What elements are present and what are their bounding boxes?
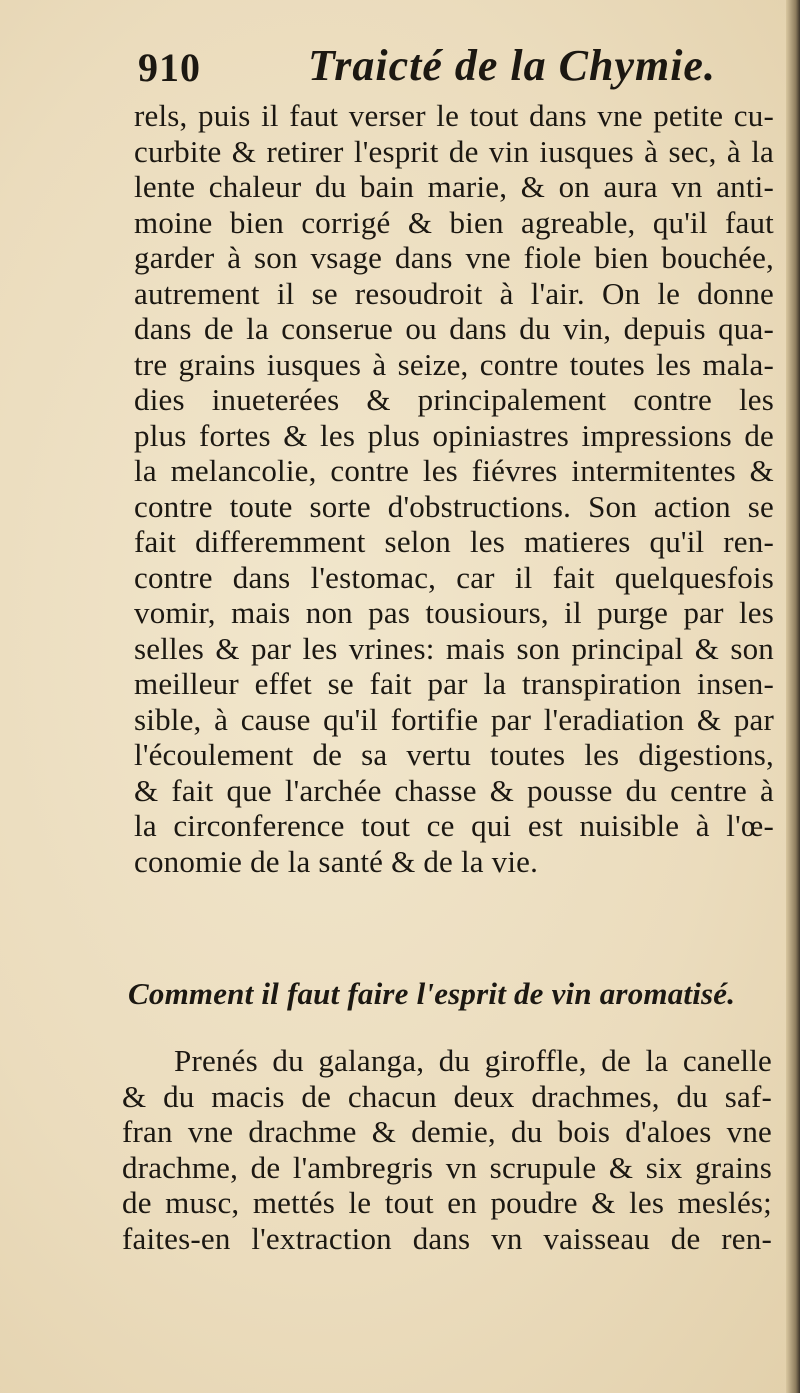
page-number: 910 [138,45,201,90]
text-line: la melancolie, contre les fiévres intermitentes & [134,453,774,488]
text-line: garder à son vsage dans vne fiole bien bouchée, [134,240,774,275]
text-line: tre grains iusques à seize, contre toutes les mala- [134,346,774,382]
text-line: fait differemment selon les matieres qu'il ren- [134,524,774,559]
text-line: meilleur effet se fait par la transpiration insen- [134,666,774,701]
section-heading: Comment il faut faire l'esprit de vin aromatisé. [128,976,736,1011]
paragraph-2 [122,1043,772,1257]
text-line: fran vne drachme & demie, du bois d'aloes vne [122,1114,772,1150]
text-line: faites-en l'extraction dans vn vaisseau de ren- [122,1220,772,1256]
text-line: dans de la conserue ou dans du vin, depuis qua- [134,311,774,346]
text-line: la circonference tout ce qui est nuisible à l'œ- [134,808,774,843]
text-line: selles & par les vrines: mais son principal & son [134,630,774,666]
text-line: plus fortes & les plus opiniastres impressions de [134,417,774,453]
page-header [128,40,788,96]
text-line: lente chaleur du bain marie, & on aura vn anti- [134,169,774,204]
text-line: autrement il se resoudroit à l'air. On le donne [134,275,774,311]
text-line: drachme, de l'ambregris vn scrupule & six grains [122,1149,772,1185]
paragraph-1 [134,98,774,879]
text-line: & du macis de chacun deux drachmes, du saf- [122,1078,772,1114]
text-line: Prenés du galanga, du giroffle, de la canelle [174,1043,772,1078]
text-line: contre dans l'estomac, car il fait quelquesfois [134,559,774,595]
text-line: moine bien corrigé & bien agreable, qu'il faut [134,204,774,240]
text-line: sible, à cause qu'il fortifie par l'eradiation & par [134,701,774,737]
text-line: curbite & retirer l'esprit de vin iusques à sec, à la [134,133,774,169]
running-title: Traicté de la Chymie. [308,41,716,90]
text-line: & fait que l'archée chasse & pousse du centre à [134,772,774,808]
text-line: vomir, mais non pas tousiours, il purge par les [134,595,774,630]
text-line: contre toute sorte d'obstructions. Son action se [134,488,774,524]
text-line: rels, puis il faut verser le tout dans vne petite cu- [134,98,774,133]
text-line: dies inueterées & principalement contre les [134,382,774,417]
text-line: de musc, mettés le tout en poudre & les meslés; [122,1185,772,1221]
text-line: conomie de la santé & de la vie. [134,843,539,879]
page-gutter-shadow [786,0,800,1393]
text-line: l'écoulement de sa vertu toutes les digestions, [134,737,774,772]
